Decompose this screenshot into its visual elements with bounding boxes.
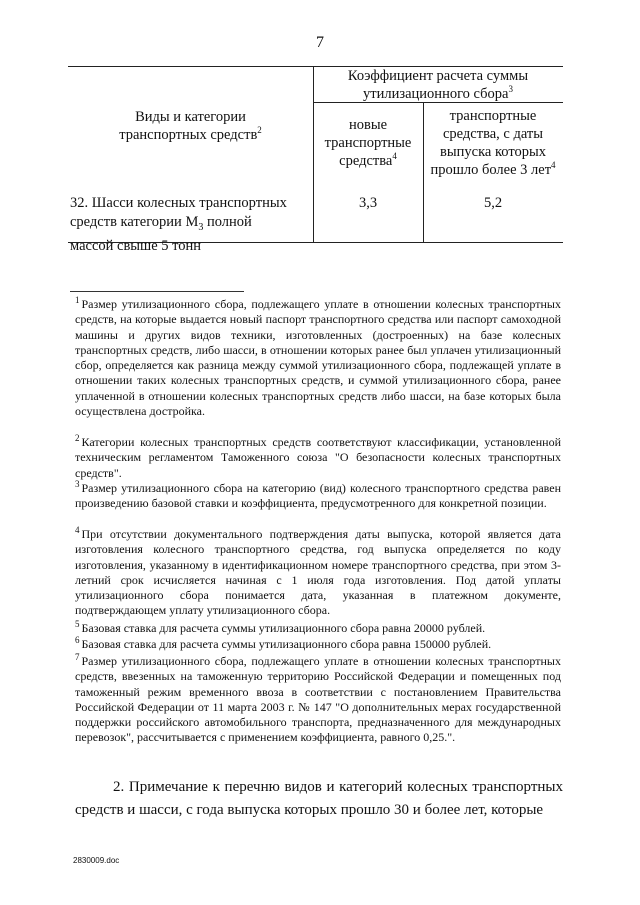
header-old-vehicles: транспортные средства, с даты выпуска которых прошло более 3 лет$^4$ bbox=[430, 108, 556, 178]
header-new-vehicles: новые транспортные средства$^4$ bbox=[324, 117, 412, 169]
footnote-separator bbox=[70, 291, 244, 292]
footnote-6: $^6$ Базовая ставка для расчета суммы утилизационного сбора равна 150000 рублей. bbox=[75, 635, 492, 651]
note-paragraph: 2. Примечание к перечню видов и категорий колесных транспортных средств и шасси, с года выпуска которых прошло 30 и более лет, которые bbox=[75, 779, 563, 818]
document-id: 2830009.doc bbox=[73, 856, 120, 865]
footnote-4: $^4$ При отсутствии документального подтверждения даты выпуска, которой является дата изготовления колесного транспортного средства, год выпуска определяется по коду изготовления, указанному в идентификационном номере транспортного средства, при этом 3-летний срок исчисляется начиная с 1 июля года изготовления. Под датой уплаты утилизационного сбора понимается дата, указанная в платежном документе, подтверждающем уплату утилизационного сбора. bbox=[75, 525, 561, 618]
table-row-32-new-value: 3,3 bbox=[358, 195, 378, 211]
footnote-5: $^5$ Базовая ставка для расчета суммы утилизационного сбора равна 20000 рублей. bbox=[75, 619, 486, 635]
page-number: 7 bbox=[316, 34, 324, 51]
header-coefficient-group: Коэффициент расчета суммы утилизационного сбора$^3$ bbox=[347, 68, 529, 102]
footnote-1: $^1$ Размер утилизационного сбора, подлежащего уплате в отношении колесных транспортных средств, на которые выдается новый паспорт транспортного средства или паспорт самоходной машины и других видов техники, изготовленных (достроенных) на базе колесных транспортных средств, либо шасси, в отношении которых ранее был уплачен утилизационный сбор, определяется как разница между суммой утилизационного сбора, подлежащей уплате в отношении таких колесных транспортных средств, и суммой утилизационного сбора, ранее уплаченной в отношении колесных транспортных средств либо шасси, на базе которых была осуществлена достройка. bbox=[75, 295, 561, 419]
footnote-2: $^2$ Категории колесных транспортных средств соответствуют классификации, установленной техническим регламентом Таможенного союза "О безопасности колесных транспортных средств". bbox=[75, 433, 561, 480]
footnote-7: $^7$ Размер утилизационного сбора, подлежащего уплате в отношении колесных транспортных средств, ввезенных на таможенную территорию Российской Федерации и помещенных под таможенный режим временного ввоза в соответствии с постановлением Правительства Российской Федерации от 11 марта 2003 г. № 147 "О дополнительных мерах государственной поддержки российского автомобильного транспорта, предназначенного для международных перевозок", рассчитывается с применением коэффициента, равного 0,25.". bbox=[75, 652, 561, 745]
header-vehicle-types: Виды и категории транспортных средств$^2$ bbox=[119, 109, 262, 143]
footnote-3: $^3$ Размер утилизационного сбора на категорию (вид) колесного транспортного средства равен произведению базовой ставки и коэффициента, предусмотренного для конкретной позиции. bbox=[75, 479, 561, 511]
table-row-32-old-value: 5,2 bbox=[483, 195, 503, 211]
table-row-32-name: 32. Шасси колесных транспортных средств категории $M_3$ полной массой свыше 5 тонн bbox=[70, 195, 287, 254]
